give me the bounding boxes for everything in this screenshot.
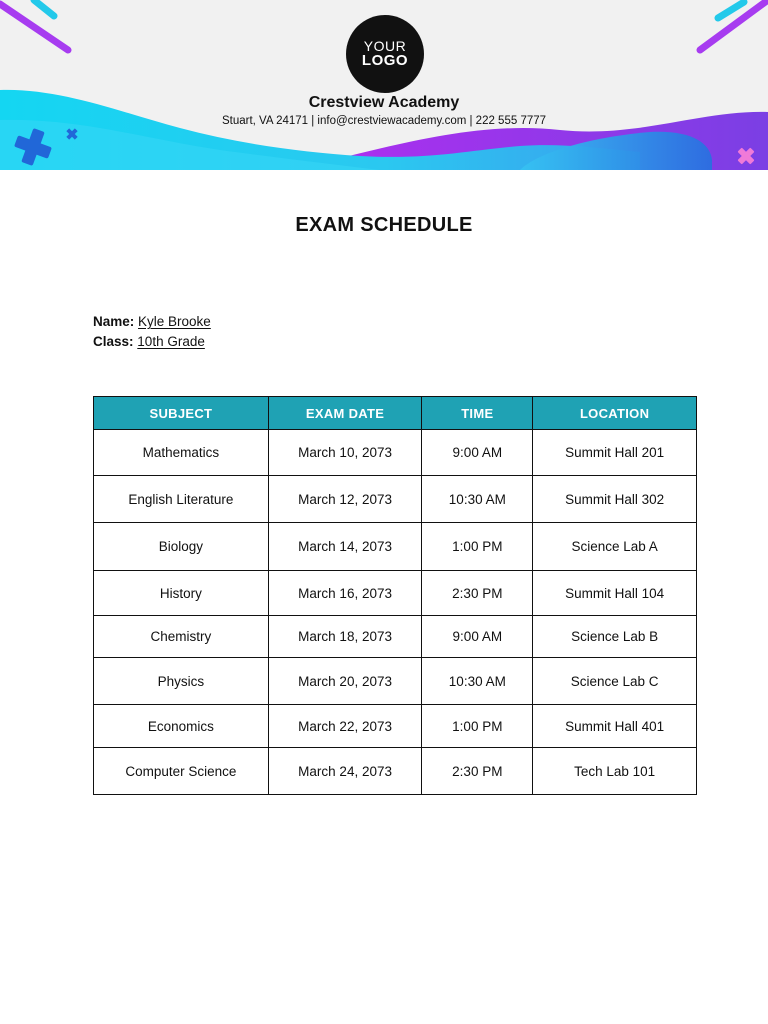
cell-subject: Economics xyxy=(94,705,269,748)
exam-schedule-table xyxy=(93,396,697,795)
cell-location: Summit Hall 104 xyxy=(533,571,697,616)
cell-location: Summit Hall 302 xyxy=(533,476,697,523)
cell-subject: History xyxy=(94,571,269,616)
column-header-exam-date: EXAM DATE xyxy=(268,397,422,430)
column-header-time: TIME xyxy=(422,397,533,430)
student-class xyxy=(93,334,205,349)
cell-exam-date: March 14, 2073 xyxy=(268,523,422,571)
cell-time: 10:30 AM xyxy=(422,476,533,523)
table-row xyxy=(94,571,697,616)
cell-exam-date: March 10, 2073 xyxy=(268,430,422,476)
name-label: Name: xyxy=(93,314,135,329)
table-row xyxy=(94,476,697,523)
cell-exam-date: March 18, 2073 xyxy=(268,616,422,658)
school-name: Crestview Academy xyxy=(308,94,460,111)
cell-exam-date: March 12, 2073 xyxy=(268,476,422,523)
letterhead xyxy=(0,0,768,170)
table-header-row xyxy=(94,397,697,430)
document-title: EXAM SCHEDULE xyxy=(295,214,473,236)
table-row xyxy=(94,523,697,571)
cell-time: 2:30 PM xyxy=(422,571,533,616)
cell-location: Science Lab C xyxy=(533,658,697,705)
cell-location: Summit Hall 201 xyxy=(533,430,697,476)
school-contact-info: Stuart, VA 24171 | info@crestviewacademy.com | 222 555 7777 xyxy=(221,115,547,127)
cell-time: 1:00 PM xyxy=(422,523,533,571)
cell-time: 10:30 AM xyxy=(422,658,533,705)
cell-subject: Computer Science xyxy=(94,748,269,795)
cell-time: 9:00 AM xyxy=(422,430,533,476)
student-name xyxy=(93,314,211,329)
logo-text-top: YOUR xyxy=(363,37,407,54)
cell-time: 1:00 PM xyxy=(422,705,533,748)
cell-location: Tech Lab 101 xyxy=(533,748,697,795)
cell-time: 9:00 AM xyxy=(422,616,533,658)
cell-time: 2:30 PM xyxy=(422,748,533,795)
cell-subject: English Literature xyxy=(94,476,269,523)
cell-exam-date: March 20, 2073 xyxy=(268,658,422,705)
cell-subject: Biology xyxy=(94,523,269,571)
cell-exam-date: March 16, 2073 xyxy=(268,571,422,616)
class-label: Class: xyxy=(93,334,134,349)
column-header-location: LOCATION xyxy=(533,397,697,430)
class-value: 10th Grade xyxy=(137,334,205,349)
cell-exam-date: March 22, 2073 xyxy=(268,705,422,748)
table-row xyxy=(94,430,697,476)
cell-exam-date: March 24, 2073 xyxy=(268,748,422,795)
cell-location: Summit Hall 401 xyxy=(533,705,697,748)
cell-subject: Physics xyxy=(94,658,269,705)
column-header-subject: SUBJECT xyxy=(94,397,269,430)
cell-location: Science Lab B xyxy=(533,616,697,658)
table-row xyxy=(94,658,697,705)
table-row xyxy=(94,616,697,658)
table-row xyxy=(94,705,697,748)
cell-location: Science Lab A xyxy=(533,523,697,571)
logo-text-bottom: LOGO xyxy=(361,52,409,70)
name-value: Kyle Brooke xyxy=(138,314,211,329)
cell-subject: Mathematics xyxy=(94,430,269,476)
cell-subject: Chemistry xyxy=(94,616,269,658)
school-logo xyxy=(346,15,424,93)
table-row xyxy=(94,748,697,795)
